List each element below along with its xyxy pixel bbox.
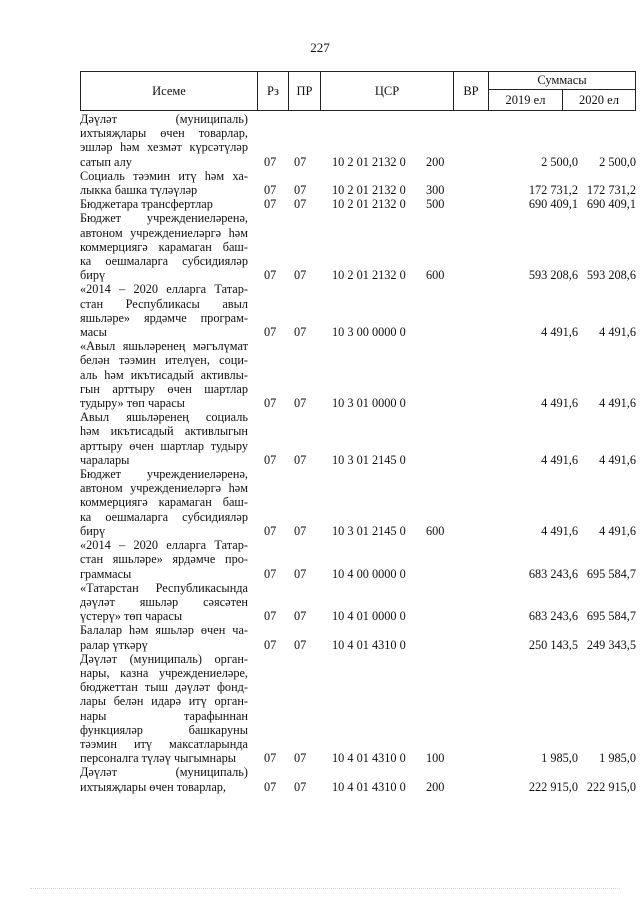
cell-csr: 10 2 01 2132 0 [332, 268, 406, 283]
row-name [80, 112, 248, 169]
scan-noise-divider [30, 888, 620, 891]
row-name-line: ихтыяҗлары өчен товарлар, [80, 126, 248, 141]
row-name-line: аль һәм икътисадый активлы- [80, 367, 248, 382]
header-rz: Рз [257, 71, 289, 111]
row-name-line: эшләр һәм хезмәт күрсәтүләр [80, 140, 248, 155]
cell-csr: 10 4 01 4310 0 [332, 779, 406, 794]
cell-2019: 172 731,2 [528, 183, 578, 198]
cell-2019: 4 491,6 [541, 396, 578, 411]
header-csr: ЦСР [320, 71, 454, 111]
cell-pr: 07 [294, 268, 307, 283]
cell-2019: 4 491,6 [541, 523, 578, 538]
row-name [80, 623, 248, 651]
table-row [80, 282, 640, 339]
cell-2020: 695 584,7 [586, 566, 636, 581]
cell-2020: 4 491,6 [599, 396, 636, 411]
cell-2019: 2 500,0 [541, 154, 578, 169]
row-name-line: белән тәэмин ителүен, соци- [80, 353, 248, 368]
table-row [80, 538, 640, 581]
table-row [80, 197, 640, 211]
cell-2020: 172 731,2 [586, 183, 636, 198]
cell-pr: 07 [294, 637, 307, 652]
cell-2020: 249 343,5 [586, 637, 636, 652]
cell-rz: 07 [264, 268, 277, 283]
row-name-line: үстерү» төп чарасы [80, 609, 183, 624]
row-name-line: гын арттыру өчен шартлар [80, 381, 248, 396]
cell-pr: 07 [294, 566, 307, 581]
cell-2020: 2 500,0 [599, 154, 636, 169]
cell-pr: 07 [294, 325, 307, 340]
cell-rz: 07 [264, 154, 277, 169]
cell-vr: 600 [426, 268, 445, 283]
row-name-line: тәэмин итү максатларында [80, 736, 248, 751]
row-name-line: «2014 – 2020 елларга Татар- [80, 282, 248, 297]
cell-csr: 10 2 01 2132 0 [332, 183, 406, 198]
table-row [80, 211, 640, 282]
cell-csr: 10 2 01 2132 0 [332, 154, 406, 169]
cell-2020: 4 491,6 [599, 325, 636, 340]
cell-2019: 690 409,1 [528, 197, 578, 212]
cell-2019: 222 915,0 [528, 779, 578, 794]
cell-pr: 07 [294, 396, 307, 411]
row-name-line: функцияләр башкаруны [80, 722, 248, 737]
row-name-line: стан яшьләре» ярдәмче про- [80, 552, 248, 567]
cell-rz: 07 [264, 609, 277, 624]
table-row [80, 339, 640, 410]
row-name-line: «Авыл яшьләренең мәгълүмат [80, 339, 248, 354]
row-name-line: Дәүләт (муниципаль) [80, 112, 248, 126]
table-row [80, 169, 640, 197]
cell-csr: 10 4 01 0000 0 [332, 609, 406, 624]
row-name-line: ихтыяҗлары өчен товарлар, [80, 779, 227, 794]
row-name-line: «Татарстан Республикасында [80, 580, 248, 595]
cell-csr: 10 4 01 4310 0 [332, 751, 406, 766]
row-name [80, 538, 248, 581]
row-name-line: Дәүләт (муниципаль) орган- [80, 651, 248, 666]
row-name-line: масы [80, 325, 107, 340]
cell-2019: 250 143,5 [528, 637, 578, 652]
row-name [80, 211, 248, 282]
row-name-line: граммасы [80, 566, 132, 581]
cell-csr: 10 4 01 4310 0 [332, 637, 406, 652]
row-name-line: Балалар һәм яшьләр өчен ча- [80, 623, 248, 638]
row-name-line: чаралары [80, 452, 130, 467]
row-name-line: Бюджетара трансфертлар [80, 197, 213, 212]
cell-rz: 07 [264, 751, 277, 766]
cell-rz: 07 [264, 452, 277, 467]
cell-2020: 593 208,6 [586, 268, 636, 283]
row-name [80, 765, 248, 793]
row-name-line: нары тарафыннан [80, 708, 248, 723]
table-body [80, 112, 640, 794]
row-name-line: коммерциягә карамаган баш- [80, 495, 248, 510]
row-name-line: автоном учреждениеләргә һәм [80, 481, 248, 496]
row-name-line: сатып алу [80, 154, 132, 169]
header-vr: ВР [453, 71, 489, 111]
table-row [80, 467, 640, 538]
row-name [80, 467, 248, 538]
table-row [80, 765, 640, 793]
cell-rz: 07 [264, 325, 277, 340]
cell-vr: 300 [426, 183, 445, 198]
row-name [80, 410, 248, 467]
cell-2019: 593 208,6 [528, 268, 578, 283]
cell-2019: 683 243,6 [528, 609, 578, 624]
cell-vr: 500 [426, 197, 445, 212]
header-year-2020: 2020 ел [562, 89, 636, 111]
row-name-line: дәүләт яшьләр сәясәтен [80, 594, 248, 609]
row-name-line: лыкка башка түләүләр [80, 183, 198, 198]
cell-csr: 10 2 01 2132 0 [332, 197, 406, 212]
cell-pr: 07 [294, 197, 307, 212]
header-sums: Суммасы [488, 71, 636, 90]
cell-2020: 695 584,7 [586, 609, 636, 624]
row-name-line: тудыру» төп чарасы [80, 396, 185, 411]
row-name-line: «2014 – 2020 елларга Татар- [80, 538, 248, 553]
cell-rz: 07 [264, 637, 277, 652]
cell-vr: 200 [426, 779, 445, 794]
row-name-line: нары, казна учреждениеләре, [80, 665, 248, 680]
row-name [80, 197, 248, 211]
row-name-line: ка оешмаларга субсидияләр [80, 254, 248, 269]
row-name-line: яшьләре» ярдәмче програм- [80, 310, 248, 325]
cell-pr: 07 [294, 523, 307, 538]
cell-rz: 07 [264, 779, 277, 794]
cell-2020: 4 491,6 [599, 523, 636, 538]
cell-csr: 10 3 01 2145 0 [332, 523, 406, 538]
cell-pr: 07 [294, 779, 307, 794]
cell-2019: 1 985,0 [541, 751, 578, 766]
cell-pr: 07 [294, 751, 307, 766]
row-name-line: автоном учреждениеләргә һәм [80, 225, 248, 240]
row-name [80, 339, 248, 410]
table-row [80, 623, 640, 651]
cell-csr: 10 3 01 0000 0 [332, 396, 406, 411]
header-name: Исеме [80, 71, 258, 111]
cell-2019: 4 491,6 [541, 452, 578, 467]
row-name-line: Авыл яшьләренең социаль [80, 410, 248, 425]
row-name [80, 652, 248, 766]
cell-vr: 600 [426, 523, 445, 538]
row-name [80, 581, 248, 624]
row-name-line: Бюджет учреждениеләренә, [80, 211, 248, 226]
row-name [80, 282, 248, 339]
table-row [80, 581, 640, 624]
row-name-line: Бюджет учреждениеләренә, [80, 467, 248, 482]
row-name-line: коммерциягә карамаган баш- [80, 239, 248, 254]
cell-rz: 07 [264, 197, 277, 212]
header-pr: ПР [288, 71, 321, 111]
cell-pr: 07 [294, 154, 307, 169]
row-name-line: һәм икътисадый активлыгын [80, 424, 248, 439]
cell-rz: 07 [264, 523, 277, 538]
cell-2019: 683 243,6 [528, 566, 578, 581]
cell-vr: 100 [426, 751, 445, 766]
table-header [80, 71, 636, 111]
cell-pr: 07 [294, 452, 307, 467]
cell-csr: 10 4 00 0000 0 [332, 566, 406, 581]
table-row [80, 652, 640, 766]
cell-2020: 4 491,6 [599, 452, 636, 467]
row-name-line: стан Республикасы авыл [80, 296, 248, 311]
cell-2020: 222 915,0 [586, 779, 636, 794]
cell-pr: 07 [294, 609, 307, 624]
row-name [80, 169, 248, 197]
cell-csr: 10 3 01 2145 0 [332, 452, 406, 467]
row-name-line: персоналга түләү чыгымнары [80, 751, 236, 766]
page-number: 227 [310, 40, 330, 55]
row-name-line: Социаль тәэмин итү һәм ха- [80, 168, 248, 183]
cell-2020: 1 985,0 [599, 751, 636, 766]
row-name-line: Дәүләт (муниципаль) [80, 765, 248, 780]
row-name-line: бирү [80, 523, 106, 538]
row-name-line: арттыру өчен шартлар тудыру [80, 438, 248, 453]
cell-pr: 07 [294, 183, 307, 198]
cell-vr: 200 [426, 154, 445, 169]
table-row [80, 410, 640, 467]
row-name-line: лары белән идарә итү орган- [80, 694, 248, 709]
cell-2020: 690 409,1 [586, 197, 636, 212]
cell-rz: 07 [264, 566, 277, 581]
row-name-line: бирү [80, 268, 106, 283]
header-year-2019: 2019 ел [488, 89, 563, 111]
cell-rz: 07 [264, 396, 277, 411]
table-row [80, 112, 640, 169]
cell-2019: 4 491,6 [541, 325, 578, 340]
row-name-line: бюджеттан тыш дәүләт фонд- [80, 680, 248, 695]
row-name-line: ка оешмаларга субсидияләр [80, 509, 248, 524]
cell-rz: 07 [264, 183, 277, 198]
row-name-line: ралар үткәрү [80, 637, 148, 652]
cell-csr: 10 3 00 0000 0 [332, 325, 406, 340]
